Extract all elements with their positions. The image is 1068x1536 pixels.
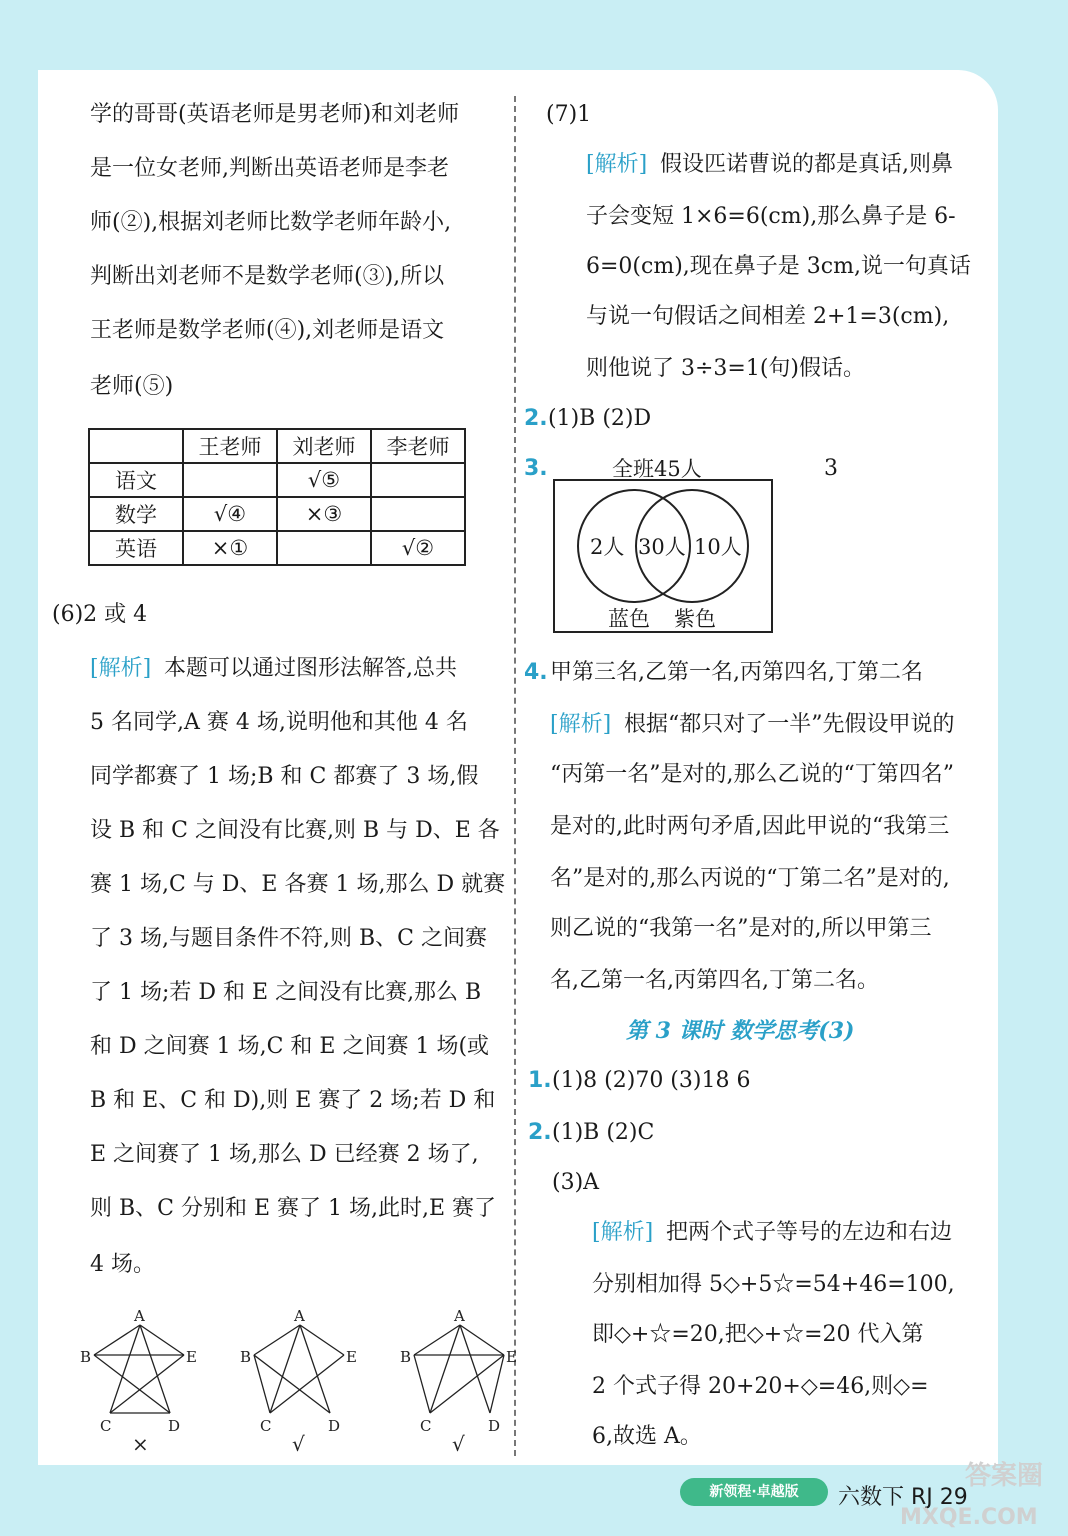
q4-line-3: 是对的,此时两句矛盾,因此甲说的“我第三 — [550, 814, 950, 839]
q6-line-7: 了 1 场;若 D 和 E 之间没有比赛,那么 B — [90, 980, 482, 1005]
venn-title: 全班45人 — [612, 457, 702, 481]
table-cell: 英语 — [89, 531, 183, 565]
q6-line-9: B 和 E、C 和 D),则 E 赛了 2 场;若 D 和 — [90, 1088, 496, 1113]
left-line-6: 老师(⑤) — [90, 374, 174, 399]
page-footer-text: 六数下 RJ 29 — [838, 1485, 968, 1510]
venn-middle-region: 30人 — [638, 535, 686, 559]
graph-mark: × — [132, 1432, 149, 1455]
left-line-3: 师(②),根据刘老师比数学老师年龄小, — [90, 210, 452, 235]
venn-label-blue: 蓝色 — [608, 607, 650, 631]
s2-number: 2. — [528, 1120, 552, 1145]
table-header: 李老师 — [371, 429, 465, 463]
q6-line-10: E 之间赛了 1 场,那么 D 已经赛 2 场了, — [90, 1142, 479, 1167]
node-c: C — [100, 1417, 112, 1435]
match-graph-2 — [232, 1305, 372, 1455]
q4-analysis-tag: [解析] — [550, 712, 612, 737]
s3-analysis-tag: [解析] — [592, 1220, 654, 1245]
q4-line-1: 根据“都只对了一半”先假设甲说的 — [624, 712, 955, 737]
graph-mark: √ — [452, 1432, 465, 1455]
q6-line-2: 5 名同学,A 赛 4 场,说明他和其他 4 名 — [90, 710, 468, 735]
node-a: A — [134, 1307, 145, 1325]
q6-line-8: 和 D 之间赛 1 场,C 和 E 之间赛 1 场(或 — [90, 1034, 490, 1059]
table-cell: √② — [371, 531, 465, 565]
table-cell: ×③ — [277, 497, 371, 531]
q7-line-4: 与说一句假话之间相差 2+1=3(cm), — [586, 304, 950, 329]
left-line-1: 学的哥哥(英语老师是男老师)和刘老师 — [90, 102, 460, 127]
q6-line-12: 4 场。 — [90, 1252, 155, 1277]
q4-line-5: 则乙说的“我第一名”是对的,所以甲第三 — [550, 916, 932, 941]
q6-line-3: 同学都赛了 1 场;B 和 C 都赛了 3 场,假 — [90, 764, 479, 789]
q7-line-1: 假设匹诺曹说的都是真话,则鼻 — [660, 152, 953, 177]
s3-answer: (3)A — [552, 1170, 600, 1195]
watermark-logo: 答案圈 — [965, 1461, 1044, 1491]
node-e: E — [346, 1348, 357, 1366]
q6-line-6: 了 3 场,与题目条件不符,则 B、C 之间赛 — [90, 926, 487, 951]
q3-number: 3. — [524, 456, 548, 481]
node-e: E — [506, 1348, 517, 1366]
q6-line-5: 赛 1 场,C 与 D、E 各赛 1 场,那么 D 就赛 — [90, 872, 506, 897]
q4-number: 4. — [524, 660, 548, 685]
node-a: A — [294, 1307, 305, 1325]
q4-line-6: 名,乙第一名,丙第四名,丁第二名。 — [550, 968, 879, 993]
table-cell: 语文 — [89, 463, 183, 497]
section-title: 第 3 课时 数学思考(3) — [626, 1018, 855, 1044]
s2-answer: (1)B (2)C — [552, 1120, 655, 1145]
q4-line-2: “丙第一名”是对的,那么乙说的“丁第四名” — [550, 762, 954, 787]
q4-line-4: 名”是对的,那么丙说的“丁第二名”是对的, — [550, 866, 950, 891]
table-cell: √⑤ — [277, 463, 371, 497]
s3-line-5: 6,故选 A。 — [592, 1424, 702, 1449]
left-line-5: 王老师是数学老师(④),刘老师是语文 — [90, 318, 445, 343]
match-graph-1 — [72, 1305, 212, 1455]
s1-number: 1. — [528, 1068, 552, 1093]
node-d: D — [488, 1417, 501, 1435]
q4-answer: 甲第三名,乙第一名,丙第四名,丁第二名 — [550, 660, 923, 685]
table-cell — [371, 497, 465, 531]
q7-line-5: 则他说了 3÷3=1(句)假话。 — [586, 356, 866, 381]
node-b: B — [240, 1348, 252, 1366]
node-c: C — [260, 1417, 272, 1435]
teacher-table — [88, 428, 466, 566]
table-cell: 数学 — [89, 497, 183, 531]
table-cell — [277, 531, 371, 565]
graph-mark: √ — [292, 1432, 305, 1455]
s1-answer: (1)8 (2)70 (3)18 6 — [552, 1068, 751, 1093]
table-cell — [183, 463, 277, 497]
left-line-4: 判断出刘老师不是数学老师(③),所以 — [90, 264, 445, 289]
node-d: D — [168, 1417, 181, 1435]
table-row — [89, 497, 465, 531]
q6-line-1: 本题可以通过图形法解答,总共 — [164, 656, 457, 681]
venn-diagram — [550, 452, 780, 638]
q3-side-answer: 3 — [824, 456, 838, 481]
venn-left-region: 2人 — [590, 535, 625, 559]
q2-answer: (1)B (2)D — [548, 406, 652, 431]
q6-line-11: 则 B、C 分别和 E 赛了 1 场,此时,E 赛了 — [90, 1196, 497, 1221]
q6-line-4: 设 B 和 C 之间没有比赛,则 B 与 D、E 各 — [90, 818, 500, 843]
table-cell: √④ — [183, 497, 277, 531]
node-e: E — [186, 1348, 197, 1366]
table-cell: ×① — [183, 531, 277, 565]
venn-label-purple: 紫色 — [674, 607, 716, 631]
table-cell — [371, 463, 465, 497]
left-line-2: 是一位女老师,判断出英语老师是李老 — [90, 156, 449, 181]
table-header-row — [89, 429, 465, 463]
table-row — [89, 531, 465, 565]
match-graph-3 — [392, 1305, 532, 1455]
node-c: C — [420, 1417, 432, 1435]
node-b: B — [400, 1348, 412, 1366]
q6-answer: (6)2 或 4 — [52, 602, 148, 627]
q6-analysis-tag: [解析] — [90, 656, 152, 681]
table-header: 刘老师 — [277, 429, 371, 463]
watermark-url: MXQE.COM — [900, 1505, 1038, 1530]
node-d: D — [328, 1417, 341, 1435]
s3-line-1: 把两个式子等号的左边和右边 — [666, 1220, 953, 1245]
series-badge: 新领程·卓越版 — [680, 1478, 828, 1506]
table-header: 王老师 — [183, 429, 277, 463]
s3-line-2: 分别相加得 5◇+5☆=54+46=100, — [592, 1272, 955, 1297]
table-row — [89, 463, 465, 497]
q7-analysis-tag: [解析] — [586, 152, 648, 177]
q7-line-2: 子会变短 1×6=6(cm),那么鼻子是 6- — [586, 204, 956, 229]
s3-line-4: 2 个式子得 20+20+◇=46,则◇= — [592, 1374, 929, 1399]
q7-line-3: 6=0(cm),现在鼻子是 3cm,说一句真话 — [586, 254, 971, 279]
node-a: A — [454, 1307, 465, 1325]
column-divider — [514, 96, 516, 1456]
q7-answer: (7)1 — [546, 102, 592, 127]
s3-line-3: 即◇+☆=20,把◇+☆=20 代入第 — [592, 1322, 924, 1347]
q2-number: 2. — [524, 406, 548, 431]
venn-right-region: 10人 — [694, 535, 742, 559]
node-b: B — [80, 1348, 92, 1366]
table-cell — [89, 429, 183, 463]
